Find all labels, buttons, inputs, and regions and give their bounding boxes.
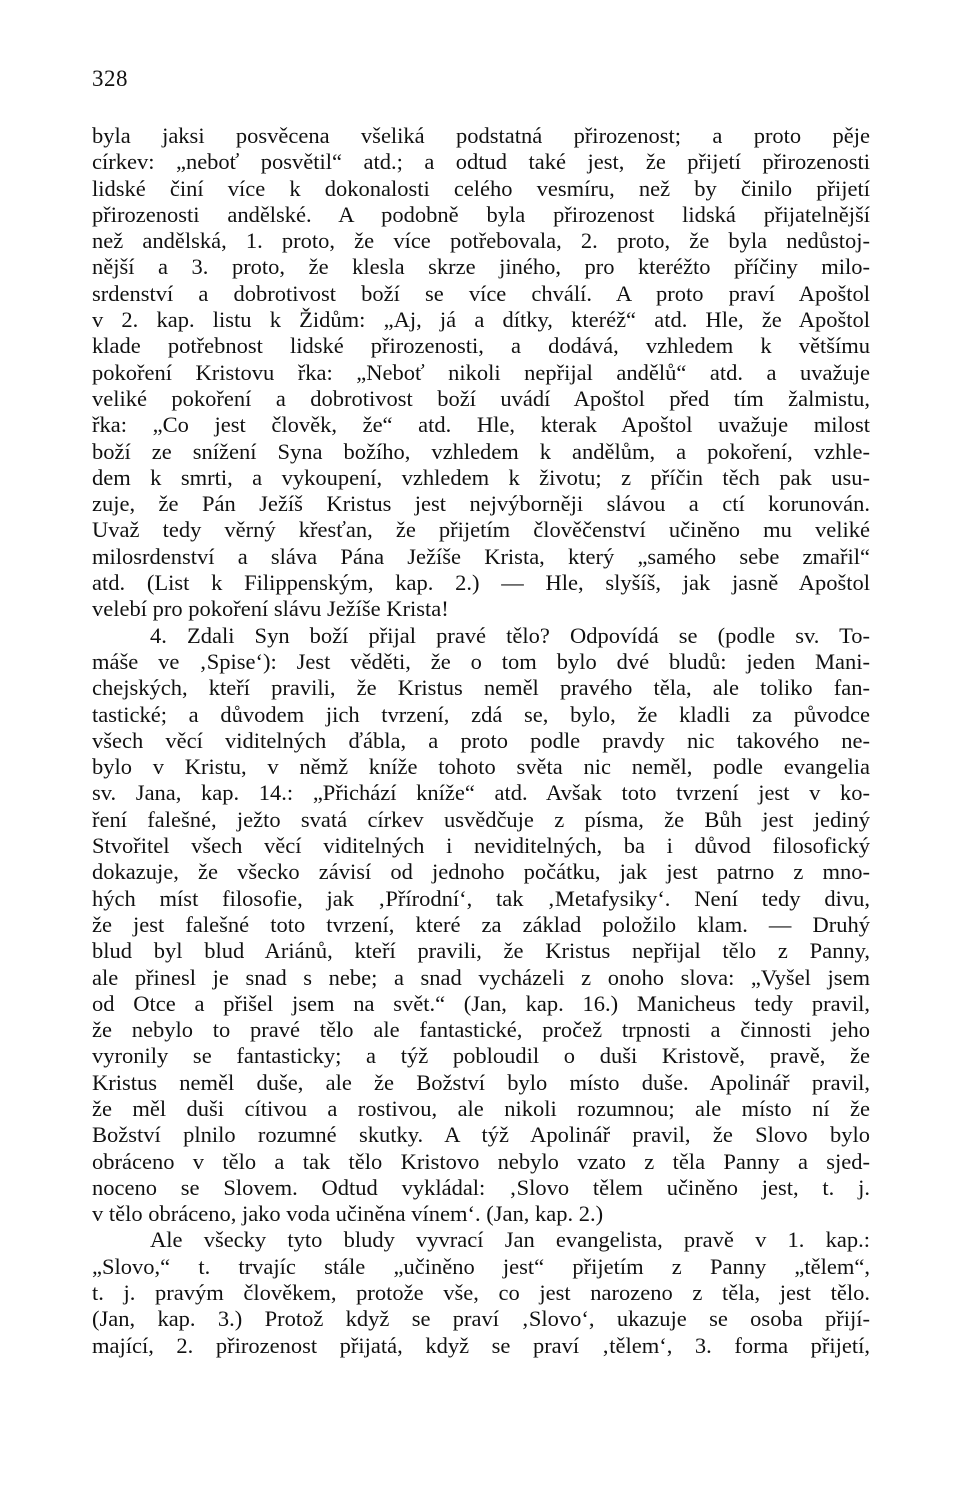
text-line: chejských, kteří pravili, že Kristus neměl pravého těla, ale toliko fan- <box>92 675 870 701</box>
body-text <box>92 123 870 1359</box>
text-line: zuje, že Pán Ježíš Kristus jest nejvýborněji slávou a ctí korunován. <box>92 491 870 517</box>
text-line: než andělská, 1. proto, že více potřebovala, 2. proto, že byla nedůstoj- <box>92 228 870 254</box>
text-line: Božství plnilo rozumné skutky. A týž Apolinář pravil, že Slovo bylo <box>92 1122 870 1148</box>
text-line: lidské činí více k dokonalosti celého vesmíru, než by činilo přijetí <box>92 175 870 201</box>
text-line: „Slovo,“ t. trvajíc stále „učiněno jest“ přijetím z Panny „tělem“, <box>92 1253 870 1279</box>
text-line: obráceno v tělo a tak tělo Kristovo nebylo vzato z těla Panny a sjed- <box>92 1148 870 1174</box>
text-line: klade potřebnost lidské přirozenosti, a dodává, vzhledem k většímu <box>92 333 870 359</box>
text-line: Uvaž tedy věrný křesťan, že přijetím člověčenství učiněno mu veliké <box>92 517 870 543</box>
text-line: v tělo obráceno, jako voda učiněna vínem‘. (Jan, kap. 2.) <box>92 1201 604 1227</box>
text-line: nější a 3. proto, že klesla skrze jiného, pro kteréžto příčiny milo- <box>92 254 870 280</box>
text-line: dokazuje, že všecko závisí od jednoho počátku, jak jest patrno z mno- <box>92 859 870 885</box>
text-line: ale přinesl je snad s nebe; a snad vycházeli z onoho slova: „Vyšel jsem <box>92 964 870 990</box>
text-line: 4. Zdali Syn boží přijal pravé tělo? Odpovídá se (podle sv. To- <box>150 622 870 648</box>
text-line: velebí pro pokoření slávu Ježíše Krista! <box>92 596 449 622</box>
text-line: dem k smrti, a vykoupení, vzhledem k životu; z příčin těch pak usu- <box>92 464 870 490</box>
text-line: že měl duši cítivou a rostivou, ale nikoli rozumnou; ale místo ní že <box>92 1095 870 1121</box>
text-line: od Otce a přišel jsem na svět.“ (Jan, kap. 16.) Manicheus tedy pravil, <box>92 990 870 1016</box>
text-line: ření falešné, ježto svatá církev usvědčuje z písma, že Bůh jest jediný <box>92 806 870 832</box>
text-line: pokoření Kristovu řka: „Neboť nikoli nepřijal andělů“ atd. a uvažuje <box>92 359 870 385</box>
text-line: všech věcí viditelných ďábla, a proto podle pravdy nic takového ne- <box>92 727 870 753</box>
text-line: řka: „Co jest člověk, že“ atd. Hle, kterak Apoštol uvažuje milost <box>92 412 870 438</box>
text-line: hých míst filosofie, jak ‚Přírodní‘, tak ‚Metafysiky‘. Není tedy divu, <box>92 885 870 911</box>
text-line: srdenství a dobrotivost boží se více chválí. A proto praví Apoštol <box>92 280 870 306</box>
text-line: milosrdenství a sláva Pána Ježíše Krista, který „samého sebe zmařil“ <box>92 543 870 569</box>
text-line: (Jan, kap. 3.) Protož když se praví ‚Slovo‘, ukazuje se osoba přijí- <box>92 1306 870 1332</box>
page-number: 328 <box>92 66 128 91</box>
text-line: Ale všecky tyto bludy vyvrací Jan evangelista, pravě v 1. kap.: <box>150 1227 870 1253</box>
text-line: bylo v Kristu, v němž kníže tohoto světa nic neměl, podle evangelia <box>92 754 870 780</box>
text-line: t. j. pravým člověkem, protože vše, co jest narozeno z těla, jest tělo. <box>92 1280 870 1306</box>
text-line: církev: „neboť posvětil“ atd.; a odtud také jest, že přijetí přirozenosti <box>92 149 870 175</box>
text-line: veliké pokoření a dobrotivost boží uvádí Apoštol před tím žalmistu, <box>92 385 870 411</box>
text-line: Kristus neměl duše, ale že Božství bylo místo duše. Apolinář pravil, <box>92 1069 870 1095</box>
text-line: byla jaksi posvěcena všeliká podstatná přirozenost; a proto pěje <box>92 123 870 148</box>
text-line: že jest falešné toto tvrzení, které za základ položilo klam. — Druhý <box>92 911 870 937</box>
text-line: mající, 2. přirozenost přijatá, když se praví ‚tělem‘, 3. forma přijetí, <box>92 1332 870 1358</box>
text-line: noceno se Slovem. Odtud vykládal: ‚Slovo tělem učiněno jest, t. j. <box>92 1174 870 1200</box>
text-line: že nebylo to pravé tělo ale fantastické, pročež trpnosti a činnosti jeho <box>92 1017 870 1043</box>
text-line: boží ze snížení Syna božího, vzhledem k andělům, a pokoření, vzhle- <box>92 438 870 464</box>
text-line: tastické; a důvodem jich tvrzení, zdá se, bylo, že kladli za původce <box>92 701 870 727</box>
text-line: blud byl blud Ariánů, kteří pravili, že Kristus nepřijal tělo z Panny, <box>92 938 870 964</box>
text-line: Stvořitel všech věcí viditelných i neviditelných, ba i důvod filosofický <box>92 833 870 859</box>
text-line: máše ve ‚Spise‘): Jest věděti, že o tom bylo dvé bludů: jeden Mani- <box>92 648 870 674</box>
text-line: atd. (List k Filippenským, kap. 2.) — Hle, slyšíš, jak jasně Apoštol <box>92 570 870 596</box>
text-line: vyronily se fantasticky; a týž pobloudil o duši Kristově, pravě, že <box>92 1043 870 1069</box>
text-line: v 2. kap. listu k Židům: „Aj, já a dítky, kteréž“ atd. Hle, že Apoštol <box>92 307 870 333</box>
text-line: sv. Jana, kap. 14.: „Přichází kníže“ atd. Avšak toto tvrzení jest v ko- <box>92 780 870 806</box>
text-line: přirozenosti andělské. A podobně byla přirozenost lidská přijatelnější <box>92 201 870 227</box>
